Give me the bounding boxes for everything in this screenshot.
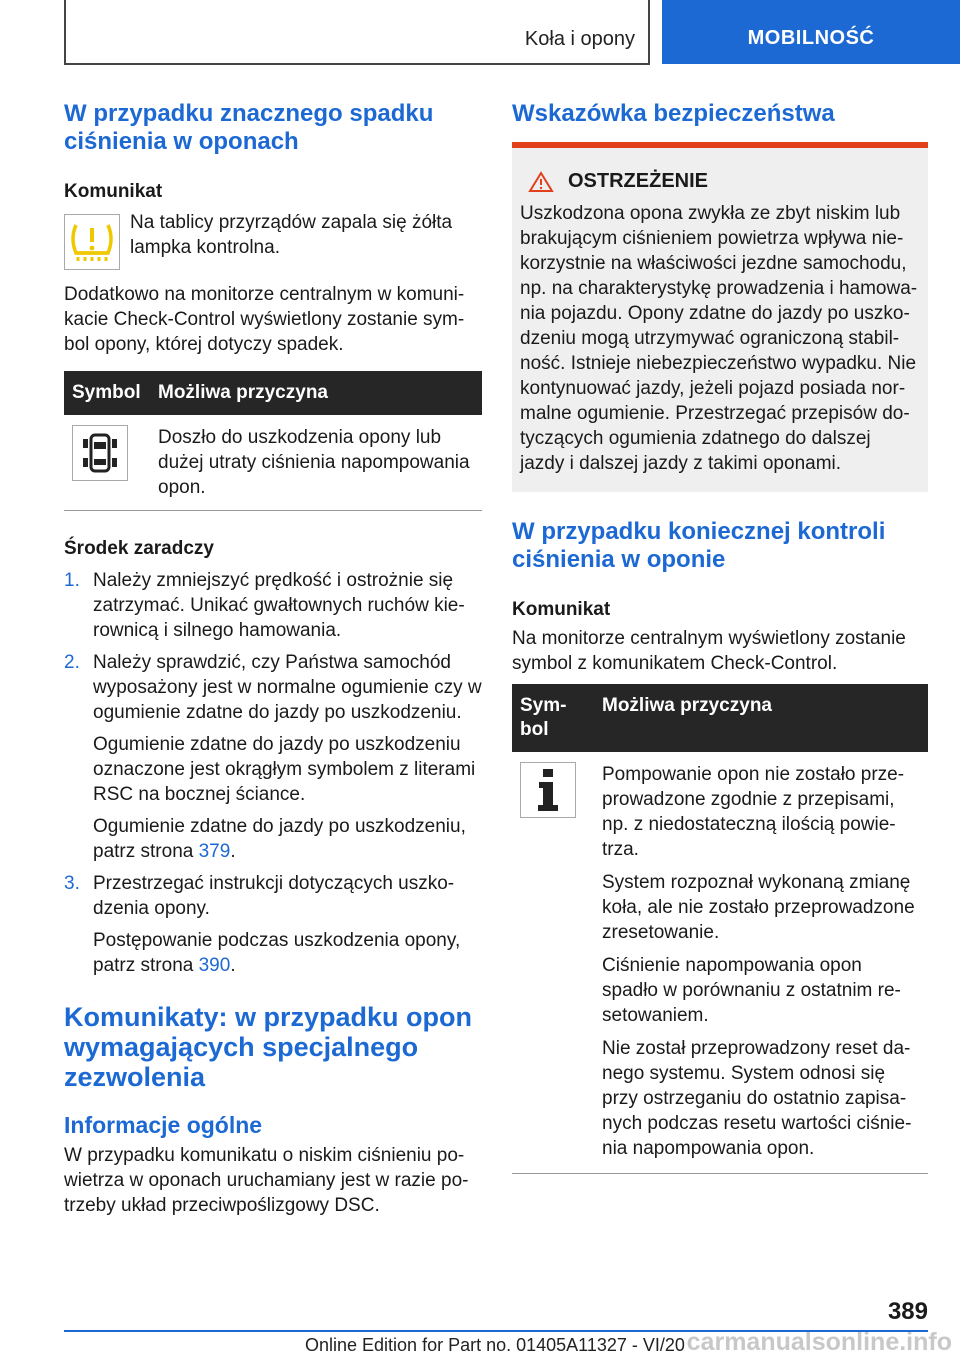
- step-number: 3.: [64, 873, 80, 894]
- step-note-text: Ogumienie zdatne do jazdy po uszkodzeniu, patrz strona: [93, 816, 466, 862]
- heading-special-tires: Komunikaty: w przypadku opon wymagających specjalnego zezwolenia: [64, 1002, 473, 1092]
- car-tire-damage-icon: [72, 425, 128, 481]
- left-column: [64, 100, 482, 1218]
- header-rule-mid: [648, 0, 650, 64]
- heading-safety-note: Wskazówka bezpieczeństwa: [512, 100, 835, 127]
- col-symbol: Symbol: [64, 371, 150, 415]
- punctuation: .: [230, 955, 236, 976]
- list-item: [64, 568, 482, 643]
- list-item: [64, 871, 482, 978]
- list-item: [64, 650, 482, 864]
- punctuation: .: [230, 841, 236, 862]
- table-header-row: [64, 371, 482, 415]
- cause-item: Nie został przeprowadzony reset danego systemu. System odnosi się przy ostrzeganiu do ostatnio zapisanych podczas resetu wartości ciśnienia napompowania opon.: [602, 1038, 912, 1159]
- page-number: 389: [887, 1298, 928, 1325]
- step-text: Przestrzegać instrukcji dotyczących uszkodzenia opony.: [93, 873, 455, 919]
- info-icon: [520, 762, 576, 818]
- step-text: Należy sprawdzić, czy Państwa samochód wyposażony jest w normalne ogumienie czy w ogumienie zdatne do jazdy po uszkodzeniu.: [93, 652, 482, 723]
- step-number: 2.: [64, 652, 80, 673]
- remedy-label: Środek zaradczy: [64, 538, 214, 559]
- cause-item: Pompowanie opon nie zostało przeprowadzone zgodnie z przepisami, np. z niedostateczną ilością powietrza.: [602, 764, 905, 860]
- symbol-cell: [64, 415, 150, 511]
- message-text: Na tablicy przyrządów zapala się żółta lampka kontrolna.: [130, 212, 453, 258]
- header-rule-bottom: [64, 63, 650, 65]
- cause-item: Ciśnienie napompowania opon spadło w porównaniu z ostatnim resetowaniem.: [602, 955, 901, 1026]
- cause-cell: [594, 752, 928, 1174]
- symbol-table-right: [512, 684, 928, 1174]
- check-control-text: Dodatkowo na monitorze centralnym w komunikacie Check-Control wyświetlony zostanie symbol opony, której dotyczy spadek.: [64, 284, 465, 355]
- header-rule-left: [64, 0, 66, 64]
- watermark: carmanualsonline.info: [686, 1328, 952, 1356]
- step-note: Ogumienie zdatne do jazdy po uszkodzeniu oznaczone jest okrągłym symbolem z literami RSC na bocznej ściance.: [93, 734, 476, 805]
- general-info-text: W przypadku komunikatu o niskim ciśnieniu powietrza w oponach uruchamiany jest w razie potrzeby układ przeciwpoślizgowy DSC.: [64, 1145, 469, 1216]
- table-header-row: [512, 684, 928, 752]
- tire-pressure-warning-icon: [64, 214, 120, 270]
- symbol-table-left: [64, 371, 482, 511]
- right-column: [512, 100, 928, 1174]
- message-row: [64, 210, 482, 270]
- page-link-379[interactable]: 379: [198, 841, 231, 862]
- edition-text: Online Edition for Part no. 01405A11327 - VI/20: [305, 1335, 685, 1355]
- table-row: [64, 415, 482, 511]
- message-text: Na monitorze centralnym wyświetlony zostanie symbol z komunikatem Check-Control.: [512, 628, 906, 674]
- page-link-390[interactable]: 390: [198, 955, 231, 976]
- step-note-text: Postępowanie podczas uszkodzenia opony, patrz strona: [93, 930, 461, 976]
- cause-item: System rozpoznał wykonaną zmianę koła, ale nie zostało przeprowadzone zresetowanie.: [602, 872, 915, 943]
- symbol-cell: [512, 752, 594, 1174]
- step-note: [93, 928, 482, 978]
- warning-title: OSTRZEŻENIE: [568, 170, 709, 192]
- heading-severe-pressure-loss: W przypadku znacznego spadku ciśnienia w oponach: [64, 100, 434, 155]
- col-symbol: Symbol: [512, 684, 594, 752]
- heading-pressure-check: W przypadku koniecznej kontroli ciśnienia w oponie: [512, 518, 886, 573]
- warning-box: [512, 142, 928, 492]
- step-note: [93, 814, 482, 864]
- col-cause: Możliwa przyczyna: [150, 371, 482, 415]
- header-section: Koła i opony: [524, 28, 635, 50]
- message-label: Komunikat: [64, 181, 163, 202]
- remedy-steps: [64, 568, 482, 978]
- step-text: Należy zmniejszyć prędkość i ostrożnie się zatrzymać. Unikać gwałtownych ruchów kierownicą i silnego hamowania.: [93, 570, 465, 641]
- cause-cell: Doszło do uszkodzenia opony lub dużej utraty ciśnienia napompowania opon.: [150, 415, 482, 511]
- warning-triangle-icon: [528, 171, 554, 193]
- header-chapter-tab[interactable]: MOBILNOŚĆ: [662, 0, 960, 64]
- table-row: [512, 752, 928, 1174]
- warning-title-row: [520, 170, 920, 193]
- step-number: 1.: [64, 570, 80, 591]
- heading-general-info: Informacje ogólne: [64, 1112, 263, 1138]
- message-label: Komunikat: [512, 599, 611, 620]
- col-cause: Możliwa przyczyna: [594, 684, 928, 752]
- warning-text: Uszkodzona opona zwykła ze zbyt niskim lub brakującym ciśnieniem powietrza wpływa niekorzystnie na właściwości jezdne samochodu, np. na charakterystykę prowadzenia i hamowania pojazdu. Opony zdatne do jazdy po uszkodzeniu mogą utrzymywać ograniczoną stabilność. Istnieje niebezpieczeństwo wypadku. Nie kontynuować jazdy, jeżeli pojazd posiada normalne ogumienie. Przestrzegać przepisów dotyczących ogumienia zdatnego do dalszej jazdy i dalszej jazdy z takimi oponami.: [520, 203, 918, 474]
